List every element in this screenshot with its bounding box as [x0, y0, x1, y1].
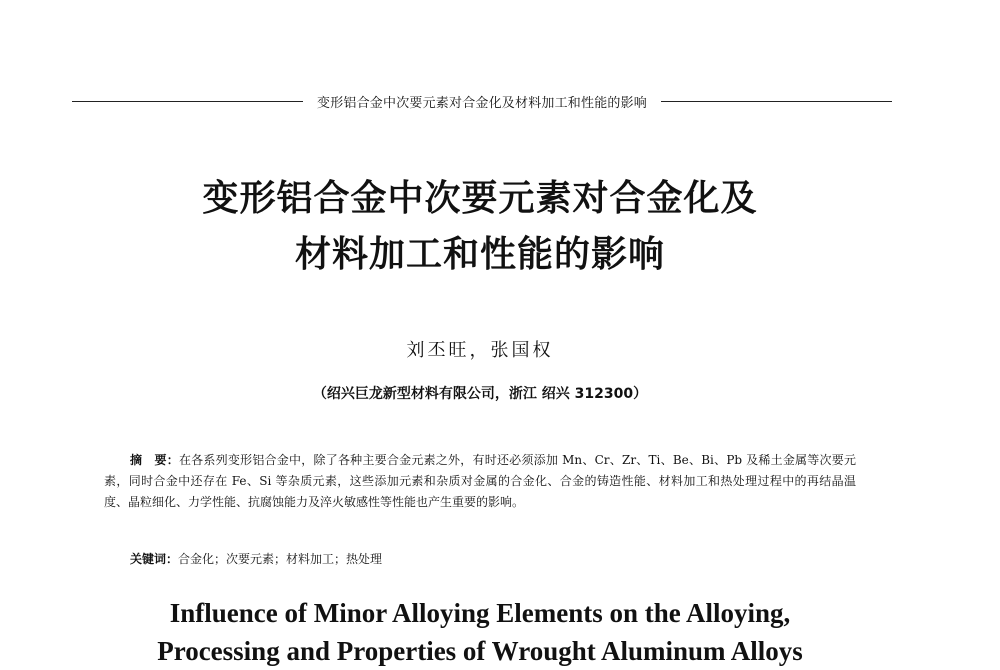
- abstract: [104, 450, 856, 513]
- authors: 刘丕旺，张国权: [406, 340, 554, 361]
- keywords-text: 合金化；次要元素；材料加工；热处理: [178, 552, 383, 566]
- chinese-title-line-2: 材料加工和性能的影响: [294, 233, 665, 275]
- header-rule-left: [72, 101, 303, 102]
- english-title-line-1: Influence of Minor Alloying Elements on the Alloying,: [169, 598, 791, 628]
- english-title-line-2: Processing and Properties of Wrought Aluminum Alloys: [157, 636, 803, 666]
- running-header: [72, 92, 892, 111]
- running-header-text: 变形铝合金中次要元素对合金化及材料加工和性能的影响: [317, 96, 648, 111]
- header-rule-right: [661, 101, 892, 102]
- keywords-label: 关键词：: [130, 552, 179, 566]
- abstract-label: 摘 要：: [130, 453, 179, 467]
- english-title: [0, 594, 960, 670]
- keywords: [130, 550, 382, 567]
- chinese-title: [0, 170, 960, 282]
- affiliation: （绍兴巨龙新型材料有限公司，浙江 绍兴 312300）: [312, 386, 648, 402]
- abstract-text: 在各系列变形铝合金中，除了各种主要合金元素之外，有时还必须添加 Mn、Cr、Zr、Ti、Be、Bi、Pb 及稀土金属等次要元素，同时合金中还存在 Fe、Si 等杂质元素，这些添加元素和杂质对金属的合金化、合金的铸造性能、材料加工和热处理过程中的再结晶温度、晶粒细化、力学性能、抗腐蚀能力及淬火敏感性等性能也产生重要的影响。: [104, 453, 856, 509]
- chinese-title-line-1: 变形铝合金中次要元素对合金化及: [202, 177, 758, 219]
